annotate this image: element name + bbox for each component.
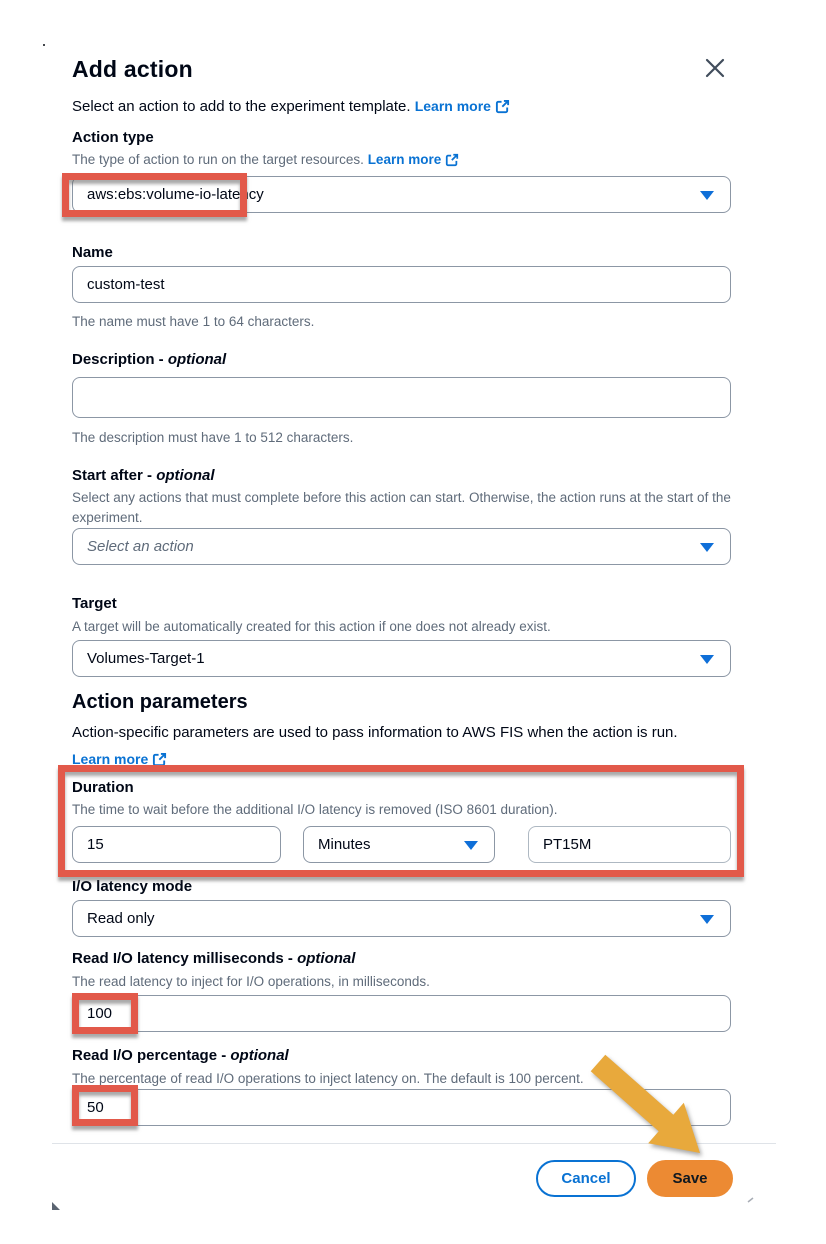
close-button[interactable]	[698, 52, 732, 86]
action-type-learn-more-link[interactable]	[368, 150, 460, 169]
read-io-latency-description: The read latency to inject for I/O operations, in milliseconds.	[72, 974, 430, 989]
chevron-down-icon	[464, 841, 478, 850]
chevron-down-icon	[700, 915, 714, 924]
target-select[interactable]	[72, 640, 731, 677]
stray-dot	[43, 44, 45, 46]
action-parameters-description	[72, 720, 697, 773]
read-io-latency-optional-text: optional	[297, 950, 356, 967]
chevron-down-icon	[700, 191, 714, 200]
read-io-percentage-optional-text: optional	[230, 1047, 289, 1064]
external-link-icon	[445, 153, 459, 167]
dialog-subtitle	[72, 94, 731, 119]
stray-mark	[748, 1198, 753, 1202]
read-io-percentage-description: The percentage of read I/O operations to inject latency on. The default is 100 percent.	[72, 1071, 584, 1086]
read-io-percentage-label-text: Read I/O percentage -	[72, 1047, 227, 1064]
start-after-label-text: Start after -	[72, 467, 153, 484]
start-after-description: Select any actions that must complete before this action can start. Otherwise, the action runs at the start of the experiment.	[72, 490, 731, 525]
duration-unit-value: Minutes	[318, 836, 371, 853]
name-input[interactable]	[72, 266, 731, 303]
description-constraint: The description must have 1 to 512 characters.	[72, 430, 354, 445]
read-io-percentage-input[interactable]	[72, 1089, 731, 1126]
action-type-select[interactable]	[72, 176, 731, 213]
duration-value-input[interactable]	[72, 826, 281, 863]
start-after-placeholder: Select an action	[87, 538, 194, 555]
footer-divider	[52, 1143, 776, 1144]
action-parameters-description-text: Action-specific parameters are used to pass information to AWS FIS when the action is run.	[72, 724, 678, 741]
close-icon	[700, 53, 730, 83]
target-label: Target	[72, 595, 117, 612]
name-constraint: The name must have 1 to 64 characters.	[72, 314, 315, 329]
start-after-label	[72, 467, 731, 484]
learn-more-link[interactable]	[415, 94, 510, 118]
io-latency-mode-select[interactable]	[72, 900, 731, 937]
description-optional-text: optional	[167, 351, 227, 368]
description-input[interactable]	[72, 377, 731, 418]
cancel-button[interactable]: Cancel	[536, 1160, 636, 1197]
target-selected-value: Volumes-Target-1	[87, 650, 205, 667]
page-title: Add action	[72, 56, 193, 82]
learn-more-label: Learn more	[72, 751, 149, 767]
start-after-optional-text: optional	[156, 467, 215, 484]
start-after-select[interactable]	[72, 528, 731, 565]
learn-more-label: Learn more	[367, 152, 442, 167]
action-parameters-heading: Action parameters	[72, 691, 248, 713]
duration-iso-input[interactable]	[528, 826, 731, 863]
action-type-label: Action type	[72, 129, 154, 146]
read-io-percentage-label	[72, 1047, 731, 1064]
cursor-icon	[52, 1202, 60, 1210]
name-label: Name	[72, 244, 113, 261]
action-type-description-text: The type of action to run on the target resources.	[72, 152, 364, 167]
dialog-subtitle-text: Select an action to add to the experiment template.	[72, 98, 411, 115]
duration-description: The time to wait before the additional I/O latency is removed (ISO 8601 duration).	[72, 802, 558, 817]
action-type-selected-value: aws:ebs:volume-io-latency	[87, 186, 264, 203]
io-latency-mode-value: Read only	[87, 910, 155, 927]
chevron-down-icon	[700, 543, 714, 552]
read-io-latency-input[interactable]	[72, 995, 731, 1032]
description-label	[72, 351, 731, 368]
read-io-latency-label-text: Read I/O latency milliseconds -	[72, 950, 293, 967]
target-description: A target will be automatically created for this action if one does not already exist.	[72, 619, 551, 634]
read-io-latency-label	[72, 950, 731, 967]
duration-label: Duration	[72, 779, 134, 796]
action-parameters-learn-more-link[interactable]	[72, 746, 167, 772]
duration-unit-select[interactable]	[303, 826, 495, 863]
description-label-text: Description -	[72, 351, 164, 368]
external-link-icon	[495, 99, 510, 114]
external-link-icon	[152, 752, 167, 767]
save-button[interactable]: Save	[647, 1160, 733, 1197]
learn-more-label: Learn more	[414, 98, 491, 114]
io-latency-mode-label: I/O latency mode	[72, 878, 193, 895]
chevron-down-icon	[700, 655, 714, 664]
action-type-description	[72, 150, 731, 169]
